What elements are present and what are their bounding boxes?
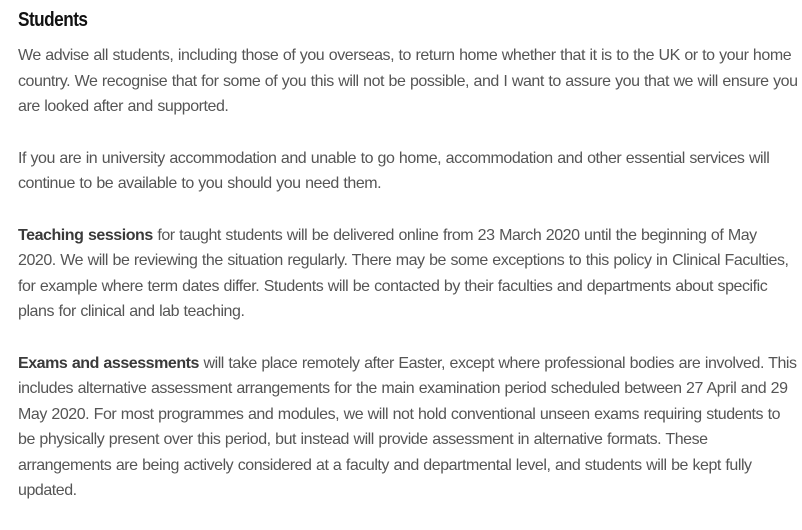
paragraph-lead: Teaching sessions — [18, 226, 153, 244]
paragraph-text: will take place remotely after Easter, except where professional bodies are involved. This includes alternative assessment arrangements for the main examination period scheduled between 27 April and 29 May 2020. For most programmes and modules, we will not hold conventional unseen exams requiring students to be physically present over this period, but instead will provide assessment in alternative formats. These arrangements are being actively considered at a faculty and departmental level, and students will be kept fully updated. — [18, 354, 797, 499]
paragraph-return-home — [18, 43, 798, 120]
paragraph-lead: Exams and assessments — [18, 354, 199, 372]
paragraph-accommodation — [18, 146, 798, 197]
section-heading: Students — [18, 9, 88, 31]
paragraph-exams-assessments — [18, 351, 798, 504]
paragraph-text: We advise all students, including those of you overseas, to return home whether that it is to the UK or to your home country. We recognise that for some of you this will not be possible, and I want to assure you that we will ensure you are looked after and supported. — [18, 47, 798, 115]
paragraph-text: for taught students will be delivered online from 23 March 2020 until the beginning of May 2020. We will be reviewing the situation regularly. There may be some exceptions to this policy in Clinical Faculties, for example where term dates differ. Students will be contacted by their faculties and departments about specific plans for clinical and lab teaching. — [18, 226, 789, 320]
paragraph-teaching-sessions — [18, 223, 798, 325]
students-section — [18, 8, 798, 530]
paragraph-text: If you are in university accommodation and unable to go home, accommodation and other essential services will continue to be available to you should you need them. — [18, 149, 770, 192]
